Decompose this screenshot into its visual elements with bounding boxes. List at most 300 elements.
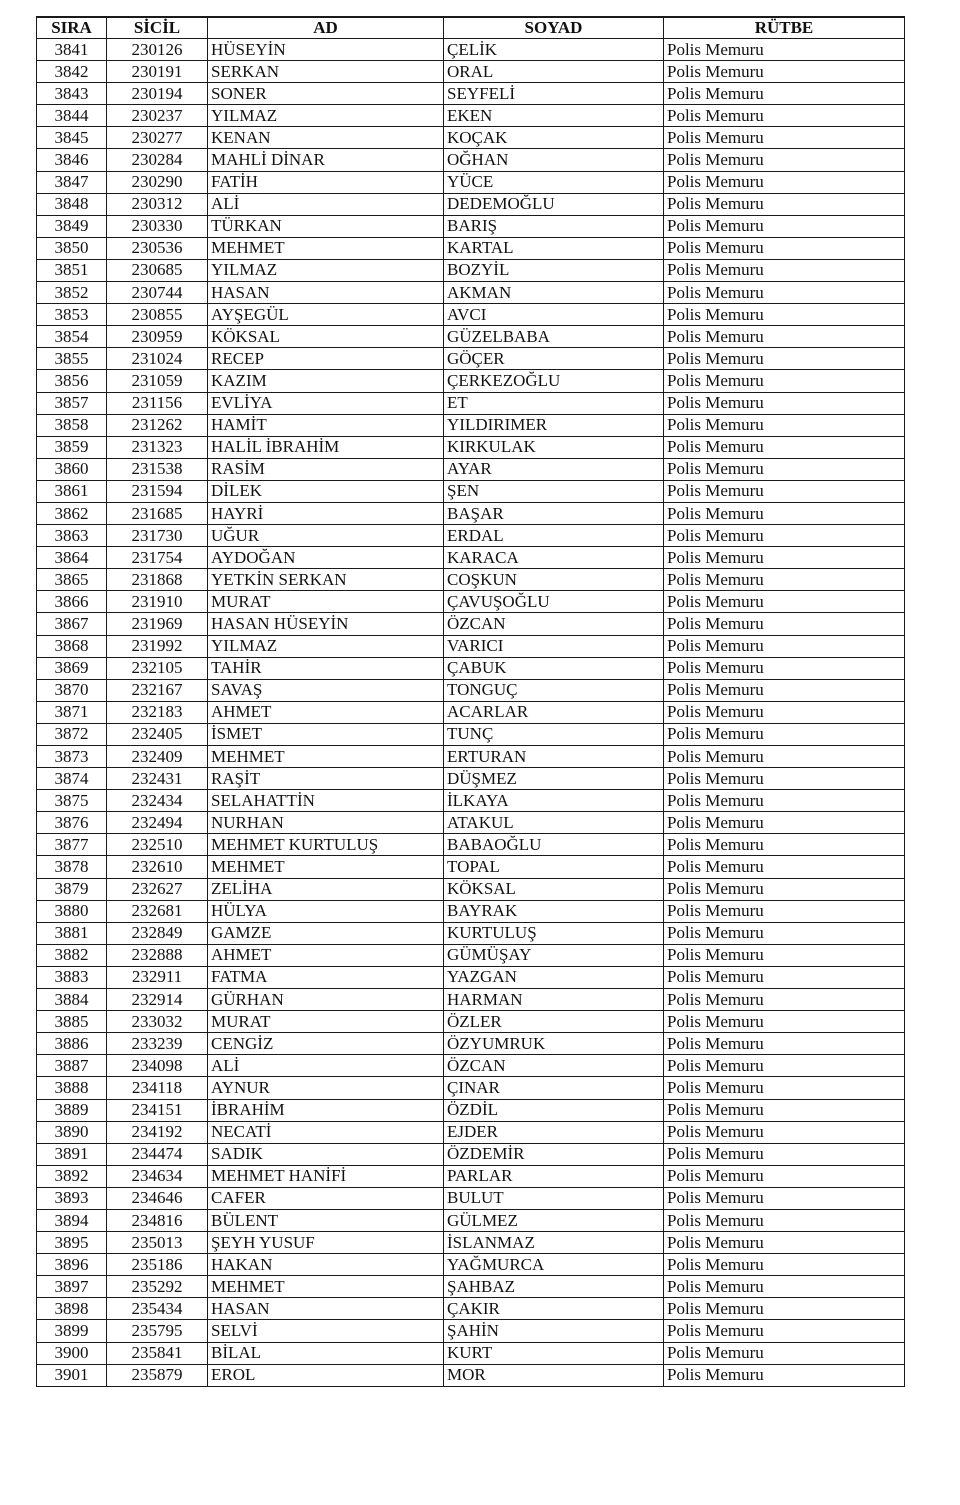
cell-sira: 3884 (37, 989, 107, 1011)
cell-rutbe: Polis Memuru (664, 900, 905, 922)
cell-soyad: ERDAL (444, 525, 664, 547)
table-row (37, 1276, 905, 1298)
cell-ad: SELAHATTİN (208, 790, 444, 812)
cell-soyad: KURT (444, 1342, 664, 1364)
cell-sira: 3845 (37, 127, 107, 149)
cell-sicil: 230277 (107, 127, 208, 149)
cell-ad: AHMET (208, 701, 444, 723)
cell-sira: 3882 (37, 944, 107, 966)
cell-soyad: DEDEMOĞLU (444, 193, 664, 215)
cell-sicil: 235841 (107, 1342, 208, 1364)
cell-sicil: 230330 (107, 215, 208, 237)
cell-rutbe: Polis Memuru (664, 1033, 905, 1055)
cell-ad: SERKAN (208, 61, 444, 83)
cell-sicil: 230855 (107, 304, 208, 326)
cell-sicil: 232911 (107, 966, 208, 988)
cell-sicil: 232434 (107, 790, 208, 812)
cell-sira: 3892 (37, 1165, 107, 1187)
cell-soyad: AVCI (444, 304, 664, 326)
cell-soyad: KOÇAK (444, 127, 664, 149)
table-row (37, 39, 905, 61)
cell-soyad: MOR (444, 1364, 664, 1386)
cell-ad: NURHAN (208, 812, 444, 834)
cell-ad: BİLAL (208, 1342, 444, 1364)
cell-sira: 3867 (37, 613, 107, 635)
table-row (37, 259, 905, 281)
cell-rutbe: Polis Memuru (664, 878, 905, 900)
table-row (37, 723, 905, 745)
cell-ad: MURAT (208, 1011, 444, 1033)
table-row (37, 1320, 905, 1342)
cell-sicil: 235434 (107, 1298, 208, 1320)
cell-sira: 3856 (37, 370, 107, 392)
cell-sicil: 235795 (107, 1320, 208, 1342)
cell-rutbe: Polis Memuru (664, 259, 905, 281)
cell-ad: AYŞEGÜL (208, 304, 444, 326)
cell-ad: MAHLİ DİNAR (208, 149, 444, 171)
cell-soyad: DÜŞMEZ (444, 768, 664, 790)
cell-ad: MEHMET (208, 746, 444, 768)
cell-ad: CAFER (208, 1187, 444, 1209)
cell-sira: 3868 (37, 635, 107, 657)
cell-sicil: 231992 (107, 635, 208, 657)
cell-soyad: İLKAYA (444, 790, 664, 812)
cell-rutbe: Polis Memuru (664, 966, 905, 988)
table-row (37, 1342, 905, 1364)
cell-sicil: 231156 (107, 392, 208, 414)
cell-sira: 3842 (37, 61, 107, 83)
cell-sicil: 232167 (107, 679, 208, 701)
cell-sira: 3887 (37, 1055, 107, 1077)
cell-sicil: 235013 (107, 1232, 208, 1254)
table-row (37, 547, 905, 569)
cell-sicil: 235879 (107, 1364, 208, 1386)
cell-soyad: ŞAHBAZ (444, 1276, 664, 1298)
cell-ad: CENGİZ (208, 1033, 444, 1055)
cell-sicil: 234151 (107, 1099, 208, 1121)
cell-sira: 3895 (37, 1232, 107, 1254)
table-row (37, 1254, 905, 1276)
cell-soyad: İSLANMAZ (444, 1232, 664, 1254)
table-row (37, 944, 905, 966)
cell-sira: 3900 (37, 1342, 107, 1364)
cell-rutbe: Polis Memuru (664, 1232, 905, 1254)
cell-sira: 3861 (37, 480, 107, 502)
table-row (37, 746, 905, 768)
cell-soyad: ŞAHİN (444, 1320, 664, 1342)
cell-rutbe: Polis Memuru (664, 944, 905, 966)
cell-sicil: 234634 (107, 1165, 208, 1187)
cell-rutbe: Polis Memuru (664, 922, 905, 944)
cell-sicil: 235292 (107, 1276, 208, 1298)
cell-soyad: OĞHAN (444, 149, 664, 171)
cell-soyad: BARIŞ (444, 215, 664, 237)
cell-sira: 3869 (37, 657, 107, 679)
table-row (37, 1121, 905, 1143)
cell-ad: KENAN (208, 127, 444, 149)
cell-ad: HÜLYA (208, 900, 444, 922)
cell-rutbe: Polis Memuru (664, 834, 905, 856)
cell-sicil: 230194 (107, 83, 208, 105)
cell-sicil: 232183 (107, 701, 208, 723)
cell-sicil: 230536 (107, 237, 208, 259)
cell-rutbe: Polis Memuru (664, 746, 905, 768)
cell-sicil: 234118 (107, 1077, 208, 1099)
cell-sicil: 230312 (107, 193, 208, 215)
cell-sicil: 232627 (107, 878, 208, 900)
cell-sira: 3897 (37, 1276, 107, 1298)
cell-rutbe: Polis Memuru (664, 502, 905, 524)
cell-sicil: 231059 (107, 370, 208, 392)
cell-sira: 3853 (37, 304, 107, 326)
cell-rutbe: Polis Memuru (664, 679, 905, 701)
cell-sicil: 230126 (107, 39, 208, 61)
cell-rutbe: Polis Memuru (664, 635, 905, 657)
column-header-sira: SIRA (37, 17, 107, 39)
cell-sicil: 232888 (107, 944, 208, 966)
cell-ad: KÖKSAL (208, 326, 444, 348)
cell-ad: GÜRHAN (208, 989, 444, 1011)
table-row (37, 149, 905, 171)
cell-sira: 3862 (37, 502, 107, 524)
cell-rutbe: Polis Memuru (664, 282, 905, 304)
cell-sicil: 231594 (107, 480, 208, 502)
cell-ad: FATİH (208, 171, 444, 193)
table-row (37, 878, 905, 900)
cell-rutbe: Polis Memuru (664, 149, 905, 171)
cell-sira: 3885 (37, 1011, 107, 1033)
cell-rutbe: Polis Memuru (664, 701, 905, 723)
table-row (37, 370, 905, 392)
cell-sira: 3896 (37, 1254, 107, 1276)
cell-ad: MURAT (208, 591, 444, 613)
cell-rutbe: Polis Memuru (664, 989, 905, 1011)
cell-sicil: 231910 (107, 591, 208, 613)
table-row (37, 657, 905, 679)
cell-ad: ZELİHA (208, 878, 444, 900)
table-row (37, 569, 905, 591)
cell-ad: YILMAZ (208, 259, 444, 281)
cell-ad: UĞUR (208, 525, 444, 547)
cell-sira: 3888 (37, 1077, 107, 1099)
cell-soyad: TONGUÇ (444, 679, 664, 701)
cell-sira: 3876 (37, 812, 107, 834)
cell-sicil: 230959 (107, 326, 208, 348)
table-row (37, 61, 905, 83)
table-row (37, 83, 905, 105)
cell-ad: HÜSEYİN (208, 39, 444, 61)
cell-soyad: YÜCE (444, 171, 664, 193)
cell-sicil: 234192 (107, 1121, 208, 1143)
cell-sira: 3850 (37, 237, 107, 259)
cell-sicil: 234646 (107, 1187, 208, 1209)
cell-soyad: BABAOĞLU (444, 834, 664, 856)
table-row (37, 502, 905, 524)
cell-sicil: 231685 (107, 502, 208, 524)
cell-rutbe: Polis Memuru (664, 127, 905, 149)
cell-rutbe: Polis Memuru (664, 525, 905, 547)
column-header-rutbe: RÜTBE (664, 17, 905, 39)
cell-rutbe: Polis Memuru (664, 1011, 905, 1033)
table-row (37, 105, 905, 127)
cell-soyad: TUNÇ (444, 723, 664, 745)
cell-ad: BÜLENT (208, 1209, 444, 1231)
cell-sira: 3891 (37, 1143, 107, 1165)
cell-sira: 3899 (37, 1320, 107, 1342)
cell-soyad: ÇABUK (444, 657, 664, 679)
table-row (37, 458, 905, 480)
cell-sicil: 232409 (107, 746, 208, 768)
cell-soyad: YILDIRIMER (444, 414, 664, 436)
cell-ad: MEHMET (208, 856, 444, 878)
table-row (37, 1055, 905, 1077)
cell-soyad: ÇELİK (444, 39, 664, 61)
table-header-row (37, 17, 905, 39)
cell-rutbe: Polis Memuru (664, 436, 905, 458)
cell-ad: YILMAZ (208, 635, 444, 657)
cell-soyad: ÇERKEZOĞLU (444, 370, 664, 392)
table-row (37, 171, 905, 193)
cell-ad: MEHMET (208, 237, 444, 259)
column-header-ad: AD (208, 17, 444, 39)
cell-sira: 3874 (37, 768, 107, 790)
cell-sicil: 232681 (107, 900, 208, 922)
table-row (37, 635, 905, 657)
cell-ad: İBRAHİM (208, 1099, 444, 1121)
cell-sira: 3870 (37, 679, 107, 701)
cell-soyad: GÜMÜŞAY (444, 944, 664, 966)
cell-sira: 3847 (37, 171, 107, 193)
table-row (37, 414, 905, 436)
cell-rutbe: Polis Memuru (664, 392, 905, 414)
cell-ad: HAMİT (208, 414, 444, 436)
cell-rutbe: Polis Memuru (664, 39, 905, 61)
cell-rutbe: Polis Memuru (664, 569, 905, 591)
cell-soyad: SEYFELİ (444, 83, 664, 105)
cell-ad: SADIK (208, 1143, 444, 1165)
cell-sicil: 233032 (107, 1011, 208, 1033)
cell-rutbe: Polis Memuru (664, 458, 905, 480)
table-row (37, 1011, 905, 1033)
table-row (37, 1232, 905, 1254)
cell-rutbe: Polis Memuru (664, 370, 905, 392)
table-row (37, 1143, 905, 1165)
personnel-table (36, 16, 905, 1387)
cell-sicil: 231323 (107, 436, 208, 458)
table-row (37, 1209, 905, 1231)
table-row (37, 856, 905, 878)
cell-rutbe: Polis Memuru (664, 1254, 905, 1276)
cell-sira: 3880 (37, 900, 107, 922)
cell-soyad: ÖZDİL (444, 1099, 664, 1121)
table-row (37, 591, 905, 613)
cell-soyad: VARICI (444, 635, 664, 657)
cell-sicil: 231969 (107, 613, 208, 635)
cell-soyad: KIRKULAK (444, 436, 664, 458)
cell-sicil: 232510 (107, 834, 208, 856)
cell-rutbe: Polis Memuru (664, 790, 905, 812)
table-body (37, 39, 905, 1387)
cell-sicil: 231868 (107, 569, 208, 591)
cell-soyad: KARTAL (444, 237, 664, 259)
table-row (37, 922, 905, 944)
cell-soyad: PARLAR (444, 1165, 664, 1187)
cell-ad: EVLİYA (208, 392, 444, 414)
cell-sicil: 232494 (107, 812, 208, 834)
cell-sira: 3860 (37, 458, 107, 480)
cell-rutbe: Polis Memuru (664, 215, 905, 237)
cell-ad: KAZIM (208, 370, 444, 392)
table-row (37, 436, 905, 458)
cell-sira: 3881 (37, 922, 107, 944)
cell-rutbe: Polis Memuru (664, 237, 905, 259)
cell-rutbe: Polis Memuru (664, 723, 905, 745)
cell-soyad: GÖÇER (444, 348, 664, 370)
cell-sira: 3878 (37, 856, 107, 878)
cell-soyad: ERTURAN (444, 746, 664, 768)
cell-sira: 3875 (37, 790, 107, 812)
cell-rutbe: Polis Memuru (664, 768, 905, 790)
cell-rutbe: Polis Memuru (664, 591, 905, 613)
table-row (37, 1165, 905, 1187)
cell-ad: MEHMET (208, 1276, 444, 1298)
table-row (37, 966, 905, 988)
cell-rutbe: Polis Memuru (664, 83, 905, 105)
cell-sicil: 232105 (107, 657, 208, 679)
cell-sira: 3898 (37, 1298, 107, 1320)
cell-soyad: BULUT (444, 1187, 664, 1209)
cell-rutbe: Polis Memuru (664, 61, 905, 83)
table-row (37, 613, 905, 635)
cell-sicil: 232431 (107, 768, 208, 790)
cell-sira: 3852 (37, 282, 107, 304)
cell-sicil: 234816 (107, 1209, 208, 1231)
cell-soyad: BAŞAR (444, 502, 664, 524)
cell-rutbe: Polis Memuru (664, 1165, 905, 1187)
cell-sicil: 230237 (107, 105, 208, 127)
table-row (37, 900, 905, 922)
cell-ad: TÜRKAN (208, 215, 444, 237)
cell-rutbe: Polis Memuru (664, 1187, 905, 1209)
cell-soyad: ÇAKIR (444, 1298, 664, 1320)
cell-rutbe: Polis Memuru (664, 856, 905, 878)
cell-rutbe: Polis Memuru (664, 105, 905, 127)
cell-ad: YETKİN SERKAN (208, 569, 444, 591)
cell-sira: 3854 (37, 326, 107, 348)
cell-ad: YILMAZ (208, 105, 444, 127)
table-row (37, 790, 905, 812)
cell-rutbe: Polis Memuru (664, 414, 905, 436)
cell-rutbe: Polis Memuru (664, 1209, 905, 1231)
cell-sicil: 231538 (107, 458, 208, 480)
cell-sira: 3890 (37, 1121, 107, 1143)
table-row (37, 282, 905, 304)
cell-sira: 3872 (37, 723, 107, 745)
cell-rutbe: Polis Memuru (664, 348, 905, 370)
cell-sira: 3858 (37, 414, 107, 436)
cell-soyad: GÜLMEZ (444, 1209, 664, 1231)
cell-soyad: ÖZCAN (444, 1055, 664, 1077)
table-row (37, 304, 905, 326)
cell-soyad: AKMAN (444, 282, 664, 304)
cell-rutbe: Polis Memuru (664, 1364, 905, 1386)
cell-rutbe: Polis Memuru (664, 1143, 905, 1165)
cell-ad: EROL (208, 1364, 444, 1386)
table-row (37, 1298, 905, 1320)
cell-soyad: KARACA (444, 547, 664, 569)
cell-sicil: 230290 (107, 171, 208, 193)
table-row (37, 812, 905, 834)
cell-rutbe: Polis Memuru (664, 812, 905, 834)
table-row (37, 1077, 905, 1099)
cell-soyad: TOPAL (444, 856, 664, 878)
cell-rutbe: Polis Memuru (664, 304, 905, 326)
cell-sicil: 231730 (107, 525, 208, 547)
cell-sira: 3894 (37, 1209, 107, 1231)
cell-ad: İSMET (208, 723, 444, 745)
cell-sira: 3901 (37, 1364, 107, 1386)
table-row (37, 392, 905, 414)
cell-sicil: 230284 (107, 149, 208, 171)
cell-ad: RECEP (208, 348, 444, 370)
cell-sira: 3873 (37, 746, 107, 768)
table-row (37, 326, 905, 348)
cell-soyad: ORAL (444, 61, 664, 83)
cell-soyad: HARMAN (444, 989, 664, 1011)
cell-rutbe: Polis Memuru (664, 613, 905, 635)
table-row (37, 679, 905, 701)
cell-sira: 3893 (37, 1187, 107, 1209)
cell-soyad: EJDER (444, 1121, 664, 1143)
cell-sira: 3866 (37, 591, 107, 613)
cell-ad: RAŞİT (208, 768, 444, 790)
cell-rutbe: Polis Memuru (664, 1055, 905, 1077)
table-row (37, 127, 905, 149)
cell-ad: AYNUR (208, 1077, 444, 1099)
cell-rutbe: Polis Memuru (664, 1342, 905, 1364)
cell-ad: HASAN HÜSEYİN (208, 613, 444, 635)
cell-sicil: 232914 (107, 989, 208, 1011)
cell-ad: HAKAN (208, 1254, 444, 1276)
cell-ad: ALİ (208, 1055, 444, 1077)
cell-rutbe: Polis Memuru (664, 1298, 905, 1320)
cell-sicil: 234474 (107, 1143, 208, 1165)
cell-rutbe: Polis Memuru (664, 1077, 905, 1099)
cell-rutbe: Polis Memuru (664, 547, 905, 569)
cell-ad: GAMZE (208, 922, 444, 944)
cell-rutbe: Polis Memuru (664, 193, 905, 215)
cell-sira: 3859 (37, 436, 107, 458)
cell-soyad: COŞKUN (444, 569, 664, 591)
table-row (37, 525, 905, 547)
cell-rutbe: Polis Memuru (664, 1276, 905, 1298)
cell-sira: 3865 (37, 569, 107, 591)
cell-ad: HALİL İBRAHİM (208, 436, 444, 458)
cell-rutbe: Polis Memuru (664, 171, 905, 193)
cell-ad: DİLEK (208, 480, 444, 502)
cell-ad: HAYRİ (208, 502, 444, 524)
cell-sira: 3864 (37, 547, 107, 569)
cell-soyad: BOZYİL (444, 259, 664, 281)
table-row (37, 193, 905, 215)
cell-soyad: ÖZLER (444, 1011, 664, 1033)
cell-sicil: 232610 (107, 856, 208, 878)
cell-sira: 3877 (37, 834, 107, 856)
cell-ad: MEHMET HANİFİ (208, 1165, 444, 1187)
cell-rutbe: Polis Memuru (664, 1121, 905, 1143)
table-row (37, 348, 905, 370)
cell-soyad: AYAR (444, 458, 664, 480)
